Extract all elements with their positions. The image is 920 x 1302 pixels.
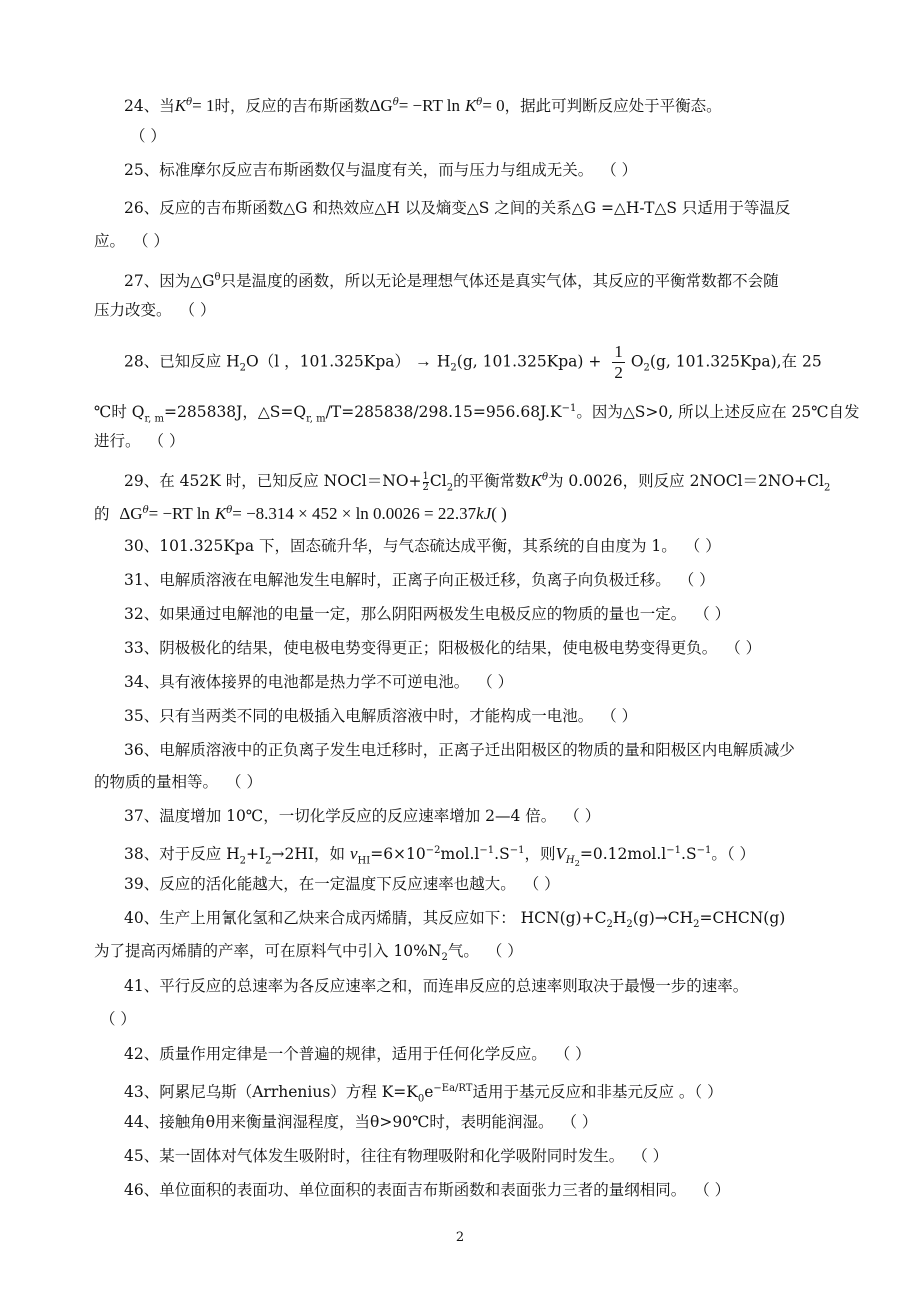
q40-c: (g)→CH	[632, 909, 694, 927]
q28-l2a: ℃时 Q	[94, 403, 145, 422]
q42-text: 42、质量作用定律是一个普遍的规律，适用于任何化学反应。	[124, 1045, 547, 1063]
q40-l2b: 气。	[447, 942, 479, 960]
kj-unit: kJ	[476, 504, 492, 524]
q41-line1: 41、平行反应的总速率为各反应速率之和，而连串反应的总速率则取决于最慢一步的速率。	[124, 977, 749, 995]
q26-line2-text: 应。	[94, 232, 126, 250]
sup-neg1: −1	[561, 403, 577, 414]
q40-d: =CHCN(g)	[699, 909, 786, 927]
frac-num: 1	[614, 342, 623, 361]
q38-a: 38、对于反应 H	[124, 845, 240, 864]
q38-f: .S	[494, 845, 510, 864]
q29-l2a: 的	[94, 505, 110, 524]
q27-line2	[94, 294, 215, 327]
q24-answer-blank[interactable]: （ ）	[130, 127, 166, 145]
question-42	[94, 1038, 859, 1071]
q39-answer-blank[interactable]: （ ）	[523, 875, 560, 893]
q24-prefix: 24、当	[124, 97, 175, 116]
q43-c: 适用于基元反应和非基元反应 。	[472, 1083, 695, 1102]
q38-i: .S	[681, 845, 697, 864]
frac-den: 2	[422, 481, 429, 493]
v-sub-h: H	[565, 855, 575, 867]
k-symbol: K	[214, 504, 227, 524]
q28-l3: 进行。	[94, 432, 141, 450]
q29-calc: = −8.314 × 452 × ln 0.0026 = 22.37	[232, 504, 477, 524]
q37-answer-blank[interactable]: （ ）	[564, 807, 601, 825]
q46-text: 46、单位面积的表面功、单位面积的表面吉布斯函数和表面张力三者的量纲相同。	[124, 1181, 687, 1199]
q30-answer-blank[interactable]: （ ）	[684, 537, 721, 555]
q36-line1: 36、电解质溶液中的正负离子发生电迁移时，正离子迁出阳极区的物质的量和阳极区内电解质减少	[124, 741, 795, 759]
rt-ln: = −RT ln	[148, 504, 210, 524]
sup-neg1: −1	[666, 845, 682, 856]
q37-text: 37、温度增加 10℃，一切化学反应的反应速率增加 2—4 倍。	[124, 807, 557, 825]
q42-answer-blank[interactable]: （ ）	[554, 1045, 591, 1063]
question-34	[94, 666, 859, 699]
q27-line1a: 27、因为△G	[124, 272, 215, 291]
q24-mid: 时，反应的吉布斯函数	[214, 97, 370, 116]
question-37	[94, 800, 859, 833]
q33-answer-blank[interactable]: （ ）	[725, 639, 762, 657]
q34-text: 34、具有液体接界的电池都是热力学不可逆电池。	[124, 673, 470, 691]
q45-answer-blank[interactable]: （ ）	[632, 1147, 669, 1165]
sub-2: 2	[239, 362, 247, 374]
question-45	[94, 1140, 859, 1173]
q43-a: 43、阿累尼乌斯（Arrhenius）方程 K=K	[124, 1083, 418, 1102]
q38-e: mol.l	[440, 845, 480, 864]
q38-b: +I	[246, 845, 266, 864]
theta-symbol: θ	[226, 505, 233, 516]
theta-symbol: θ	[214, 272, 221, 283]
question-41	[94, 970, 859, 1003]
q29-a: 29、在 452K 时，已知反应 NOCl＝NO+	[124, 472, 422, 491]
sub-2: 2	[626, 919, 633, 931]
q39-text: 39、反应的活化能越大，在一定温度下反应速率也越大。	[124, 875, 516, 893]
q26-line1: 26、反应的吉布斯函数△G 和热效应△H 以及熵变△S 之间的关系△G =△H-T△S 只适用于等温反	[124, 199, 791, 217]
eq-zero: = 0	[482, 96, 505, 116]
q38-h: =0.12mol.l	[579, 845, 667, 864]
sub-2: 2	[643, 362, 650, 374]
q36-line2-text: 的物质的量相等。	[94, 773, 219, 791]
q28-line2	[94, 392, 860, 435]
q25-text: 25、标准摩尔反应吉布斯函数仅与温度有关，而与压力与组成无关。	[124, 161, 594, 179]
q40-b: H	[612, 909, 627, 927]
sub-rm: r, m	[306, 413, 326, 425]
sub-2: 2	[441, 952, 448, 964]
q33-text: 33、阴极极化的结果，使电极电势变得更正；阳极极化的结果，使电极电势变得更负。	[124, 639, 718, 657]
sub-2: 2	[450, 362, 457, 374]
q36-answer-blank[interactable]: （ ）	[226, 773, 262, 791]
v-capital-symbol: V	[555, 844, 566, 864]
delta-g: ΔG	[119, 504, 143, 524]
question-32	[94, 598, 859, 631]
q29-line2	[94, 494, 507, 531]
small-half-fraction	[423, 472, 429, 493]
rt-ln: = −RT ln	[398, 96, 461, 116]
question-36	[94, 734, 859, 767]
q27-line1b: 只是温度的函数，所以无论是理想气体还是真实气体，其反应的平衡常数都不会随	[220, 272, 779, 291]
theta-symbol: θ	[186, 97, 193, 108]
q43-answer-blank[interactable]: （ ）	[694, 1083, 723, 1102]
question-30	[94, 530, 859, 563]
q26-line2	[94, 225, 169, 258]
frac-num: 1	[422, 470, 429, 482]
q45-text: 45、某一固体对气体发生吸附时，往往有物理吸附和化学吸附同时发生。	[124, 1147, 625, 1165]
question-39	[94, 868, 859, 901]
page-number: 2	[455, 1230, 465, 1245]
theta-symbol: θ	[142, 505, 149, 516]
sup-neg2: −2	[425, 845, 441, 856]
q35-text: 35、只有当两类不同的电极插入电解质溶液中时，才能构成一电池。	[124, 707, 594, 725]
q40-a: 40、生产上用氰化氢和乙炔来合成丙烯腈，其反应如下： HCN(g)+C	[124, 909, 607, 927]
q38-d: =6×10	[370, 845, 426, 864]
q28-l2b: =285838J，△S=Q	[164, 403, 307, 422]
q30-text: 30、101.325Kpa 下，固态硫升华，与气态硫达成平衡，其系统的自由度为 1。	[124, 537, 677, 555]
q27-line2-text: 压力改变。	[94, 301, 172, 319]
question-25	[94, 154, 859, 187]
q36-line2	[94, 766, 262, 799]
question-28	[94, 342, 859, 385]
q28-l2d: 。因为△S>0, 所以上述反应在 25℃自发	[576, 403, 860, 422]
question-31	[94, 564, 859, 597]
theta-symbol: θ	[476, 97, 483, 108]
q28-b: O（l ，101.325Kpa）	[246, 352, 410, 371]
q28-c: H	[436, 352, 451, 371]
sub-2: 2	[823, 482, 831, 494]
sub-2: 2	[693, 919, 700, 931]
q28-e: O	[630, 352, 644, 371]
frac-den: 2	[614, 363, 623, 382]
question-46	[94, 1174, 859, 1207]
v-sub-2: 2	[574, 858, 580, 869]
q41-answer-blank[interactable]: （ ）	[100, 1010, 136, 1028]
q29-d: 为 0.0026，则反应 2NOCl＝2NO+Cl	[547, 472, 824, 491]
q24-suffix: ，据此可判断反应处于平衡态。	[504, 97, 722, 116]
q44-answer-blank[interactable]: （ ）	[561, 1113, 598, 1131]
q40-line2	[94, 935, 523, 974]
k-symbol: K	[530, 471, 542, 491]
k-symbol: K	[464, 96, 477, 116]
q31-answer-blank[interactable]: （ ）	[678, 571, 715, 589]
theta-symbol: θ	[392, 97, 399, 108]
question-24	[94, 86, 859, 123]
sub-2: 2	[265, 855, 272, 867]
q38-c: →2HI，如	[271, 845, 346, 864]
q27-answer-blank[interactable]: （ ）	[179, 301, 216, 319]
sub-2: 2	[606, 919, 613, 931]
q38-g: ，则	[524, 845, 556, 864]
q38-j: 。	[711, 845, 727, 864]
arrow-icon: →	[414, 351, 432, 371]
question-26	[94, 192, 859, 225]
sup-neg1: −1	[479, 845, 495, 856]
q28-answer-blank[interactable]: （ ）	[148, 432, 185, 450]
sup-ea-rt: −Ea/RT	[433, 1083, 473, 1094]
q44-text: 44、接触角θ用来衡量润湿程度，当θ>90℃时，表明能润湿。	[124, 1113, 554, 1131]
q32-text: 32、如果通过电解池的电量一定，那么阴阳两极发生电极反应的物质的量也一定。	[124, 605, 687, 623]
eq-one: = 1	[192, 96, 215, 116]
question-33	[94, 632, 859, 665]
sup-neg1: −1	[509, 845, 525, 856]
q25-answer-blank[interactable]: （ ）	[601, 161, 638, 179]
q46-answer-blank[interactable]: （ ）	[694, 1181, 731, 1199]
question-35	[94, 700, 859, 733]
q31-text: 31、电解质溶液在电解池发生电解时，正离子向正极迁移，负离子向负极迁移。	[124, 571, 671, 589]
half-fraction	[612, 342, 625, 383]
sub-0: 0	[417, 1093, 425, 1105]
theta-symbol: θ	[541, 472, 548, 483]
question-27	[94, 261, 859, 298]
k-symbol: K	[174, 96, 187, 116]
q28-d: (g, 101.325Kpa) +	[456, 352, 602, 371]
q29-answer-blank[interactable]: ( )	[491, 504, 507, 524]
q43-b: e	[424, 1083, 434, 1102]
sup-neg1: −1	[696, 845, 712, 856]
sub-hi: HI	[357, 855, 371, 867]
q29-c: 的平衡常数	[453, 472, 531, 491]
q40-l2a: 为了提高丙烯腈的产率，可在原料气中引入 10%N	[94, 942, 442, 960]
q32-answer-blank[interactable]: （ ）	[694, 605, 731, 623]
q26-answer-blank[interactable]: （ ）	[133, 232, 169, 250]
q28-f: (g, 101.325Kpa),在 25	[649, 352, 822, 371]
v-symbol: v	[349, 844, 358, 864]
sub-2: 2	[239, 855, 247, 867]
q34-answer-blank[interactable]: （ ）	[477, 673, 514, 691]
q28-a: 28、已知反应 H	[124, 352, 240, 371]
question-44	[94, 1106, 859, 1139]
sub-2: 2	[446, 482, 454, 494]
q28-l2c: /T=285838/298.15=956.68J.K	[325, 403, 562, 422]
delta-g: ΔG	[369, 96, 393, 116]
sub-rm: r, m	[144, 413, 165, 425]
q28-line3	[94, 425, 184, 458]
q29-b: Cl	[429, 472, 447, 491]
q35-answer-blank[interactable]: （ ）	[601, 707, 638, 725]
q38-answer-blank[interactable]: （ ）	[726, 845, 756, 864]
q40-answer-blank[interactable]: （ ）	[486, 942, 523, 960]
